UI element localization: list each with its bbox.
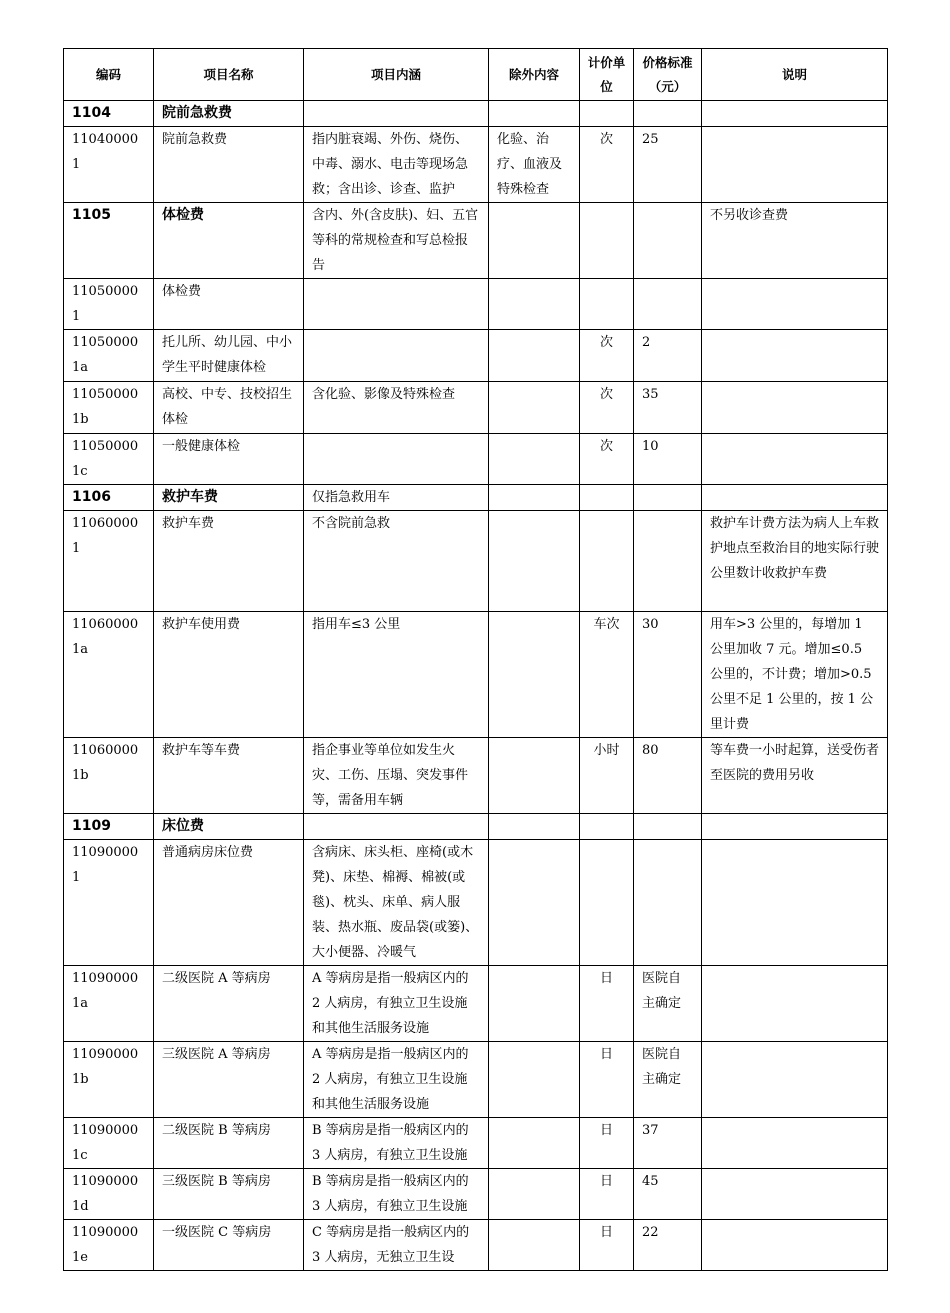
code-cell: 110900001e xyxy=(64,1220,154,1271)
name-cell: 体检费 xyxy=(154,203,304,279)
price-cell: 22 xyxy=(634,1220,702,1271)
exclusions-cell: 化验、治疗、血液及特殊检查 xyxy=(489,127,580,203)
content-cell xyxy=(304,814,489,840)
exclusions-cell xyxy=(489,1042,580,1118)
code-cell: 110900001 xyxy=(64,840,154,966)
unit-cell: 次 xyxy=(580,434,634,485)
name-cell: 一般健康体检 xyxy=(154,434,304,485)
section-row xyxy=(64,203,888,279)
content-cell: 含化验、影像及特殊检查 xyxy=(304,382,489,434)
price-cell xyxy=(634,814,702,840)
exclusions-cell xyxy=(489,738,580,814)
price-cell xyxy=(634,840,702,966)
price-cell xyxy=(634,279,702,330)
content-cell: 仅指急救用车 xyxy=(304,485,489,511)
code-cell: 1109 xyxy=(64,814,154,840)
code-cell: 110400001 xyxy=(64,127,154,203)
price-cell xyxy=(634,101,702,127)
exclusions-cell xyxy=(489,279,580,330)
price-cell: 医院自主确定 xyxy=(634,966,702,1042)
content-cell: 不含院前急救 xyxy=(304,511,489,612)
note-cell xyxy=(702,434,888,485)
name-cell: 救护车等车费 xyxy=(154,738,304,814)
note-cell xyxy=(702,330,888,382)
unit-cell xyxy=(580,101,634,127)
unit-cell xyxy=(580,203,634,279)
exclusions-cell xyxy=(489,101,580,127)
code-cell: 110600001b xyxy=(64,738,154,814)
section-row xyxy=(64,814,888,840)
content-cell xyxy=(304,434,489,485)
note-cell xyxy=(702,279,888,330)
price-cell: 25 xyxy=(634,127,702,203)
name-cell: 普通病房床位费 xyxy=(154,840,304,966)
content-cell: 指内脏衰竭、外伤、烧伤、中毒、溺水、电击等现场急救；含出诊、诊查、监护 xyxy=(304,127,489,203)
code-cell: 110500001c xyxy=(64,434,154,485)
unit-cell: 次 xyxy=(580,382,634,434)
unit-cell: 日 xyxy=(580,1169,634,1220)
unit-cell xyxy=(580,279,634,330)
note-cell xyxy=(702,1220,888,1271)
price-cell: 37 xyxy=(634,1118,702,1169)
content-cell: 指用车≤3 公里 xyxy=(304,612,489,738)
note-cell xyxy=(702,485,888,511)
code-cell: 110900001c xyxy=(64,1118,154,1169)
code-cell: 110500001 xyxy=(64,279,154,330)
code-cell: 110500001a xyxy=(64,330,154,382)
name-cell: 救护车使用费 xyxy=(154,612,304,738)
exclusions-cell xyxy=(489,966,580,1042)
note-cell: 等车费一小时起算，送受伤者至医院的费用另收 xyxy=(702,738,888,814)
note-cell xyxy=(702,966,888,1042)
exclusions-cell xyxy=(489,485,580,511)
exclusions-cell xyxy=(489,612,580,738)
unit-cell: 日 xyxy=(580,966,634,1042)
table-row xyxy=(64,1042,888,1118)
note-cell xyxy=(702,127,888,203)
price-cell: 2 xyxy=(634,330,702,382)
content-cell: A 等病房是指一般病区内的 2 人病房，有独立卫生设施和其他生活服务设施 xyxy=(304,1042,489,1118)
price-cell: 30 xyxy=(634,612,702,738)
note-cell xyxy=(702,1169,888,1220)
header-code: 编码 xyxy=(64,49,154,101)
exclusions-cell xyxy=(489,1220,580,1271)
content-cell: A 等病房是指一般病区内的 2 人病房，有独立卫生设施和其他生活服务设施 xyxy=(304,966,489,1042)
note-cell xyxy=(702,1118,888,1169)
code-cell: 1105 xyxy=(64,203,154,279)
name-cell: 二级医院 B 等病房 xyxy=(154,1118,304,1169)
table-row xyxy=(64,840,888,966)
header-note: 说明 xyxy=(702,49,888,101)
exclusions-cell xyxy=(489,814,580,840)
content-cell xyxy=(304,101,489,127)
header-name: 项目名称 xyxy=(154,49,304,101)
note-cell xyxy=(702,814,888,840)
header-price: 价格标准（元） xyxy=(634,49,702,101)
exclusions-cell xyxy=(489,382,580,434)
price-cell: 10 xyxy=(634,434,702,485)
exclusions-cell xyxy=(489,434,580,485)
section-row xyxy=(64,485,888,511)
price-cell: 80 xyxy=(634,738,702,814)
code-cell: 110600001 xyxy=(64,511,154,612)
header-content: 项目内涵 xyxy=(304,49,489,101)
content-cell: 指企事业等单位如发生火灾、工伤、压塌、突发事件等，需备用车辆 xyxy=(304,738,489,814)
exclusions-cell xyxy=(489,511,580,612)
name-cell: 救护车费 xyxy=(154,485,304,511)
name-cell: 托儿所、幼儿园、中小学生平时健康体检 xyxy=(154,330,304,382)
section-row xyxy=(64,101,888,127)
code-cell: 1104 xyxy=(64,101,154,127)
note-cell: 救护车计费方法为病人上车救护地点至救治目的地实际行驶公里数计收救护车费 xyxy=(702,511,888,612)
name-cell: 体检费 xyxy=(154,279,304,330)
table-row xyxy=(64,612,888,738)
price-cell: 医院自主确定 xyxy=(634,1042,702,1118)
price-cell: 45 xyxy=(634,1169,702,1220)
price-cell xyxy=(634,485,702,511)
content-cell: B 等病房是指一般病区内的 3 人病房，有独立卫生设施 xyxy=(304,1118,489,1169)
code-cell: 110600001a xyxy=(64,612,154,738)
note-cell: 不另收诊查费 xyxy=(702,203,888,279)
table-row xyxy=(64,511,888,612)
table-row xyxy=(64,330,888,382)
exclusions-cell xyxy=(489,203,580,279)
table-row xyxy=(64,382,888,434)
unit-cell: 日 xyxy=(580,1042,634,1118)
unit-cell: 车次 xyxy=(580,612,634,738)
unit-cell xyxy=(580,511,634,612)
content-cell xyxy=(304,279,489,330)
note-cell: 用车>3 公里的，每增加 1 公里加收 7 元。增加≤0.5 公里的，不计费；增加>0.5 公里不足 1 公里的，按 1 公里计费 xyxy=(702,612,888,738)
code-cell: 110500001b xyxy=(64,382,154,434)
unit-cell: 日 xyxy=(580,1118,634,1169)
content-cell: 含内、外(含皮肤)、妇、五官等科的常规检查和写总检报告 xyxy=(304,203,489,279)
table-row xyxy=(64,279,888,330)
table-row xyxy=(64,966,888,1042)
name-cell: 高校、中专、技校招生体检 xyxy=(154,382,304,434)
exclusions-cell xyxy=(489,330,580,382)
name-cell: 三级医院 A 等病房 xyxy=(154,1042,304,1118)
price-table xyxy=(63,48,888,1271)
header-exclusions: 除外内容 xyxy=(489,49,580,101)
exclusions-cell xyxy=(489,840,580,966)
exclusions-cell xyxy=(489,1169,580,1220)
code-cell: 1106 xyxy=(64,485,154,511)
name-cell: 院前急救费 xyxy=(154,127,304,203)
price-cell xyxy=(634,511,702,612)
unit-cell: 日 xyxy=(580,1220,634,1271)
name-cell: 床位费 xyxy=(154,814,304,840)
table-row xyxy=(64,434,888,485)
table-row xyxy=(64,738,888,814)
note-cell xyxy=(702,382,888,434)
unit-cell xyxy=(580,814,634,840)
table-row xyxy=(64,1118,888,1169)
table-row xyxy=(64,1220,888,1271)
code-cell: 110900001a xyxy=(64,966,154,1042)
unit-cell: 次 xyxy=(580,127,634,203)
unit-cell xyxy=(580,485,634,511)
name-cell: 三级医院 B 等病房 xyxy=(154,1169,304,1220)
exclusions-cell xyxy=(489,1118,580,1169)
table-body xyxy=(64,101,888,1271)
name-cell: 院前急救费 xyxy=(154,101,304,127)
name-cell: 一级医院 C 等病房 xyxy=(154,1220,304,1271)
code-cell: 110900001b xyxy=(64,1042,154,1118)
content-cell: B 等病房是指一般病区内的 3 人病房，有独立卫生设施 xyxy=(304,1169,489,1220)
code-cell: 110900001d xyxy=(64,1169,154,1220)
note-cell xyxy=(702,101,888,127)
table-header-row xyxy=(64,49,888,101)
header-unit: 计价单位 xyxy=(580,49,634,101)
content-cell xyxy=(304,330,489,382)
name-cell: 二级医院 A 等病房 xyxy=(154,966,304,1042)
price-cell xyxy=(634,203,702,279)
unit-cell: 小时 xyxy=(580,738,634,814)
content-cell: C 等病房是指一般病区内的 3 人病房，无独立卫生设 xyxy=(304,1220,489,1271)
name-cell: 救护车费 xyxy=(154,511,304,612)
table-row xyxy=(64,127,888,203)
note-cell xyxy=(702,1042,888,1118)
price-cell: 35 xyxy=(634,382,702,434)
content-cell: 含病床、床头柜、座椅(或木凳)、床垫、棉褥、棉被(或毯)、枕头、床单、病人服装、热水瓶、废品袋(或篓)、大小便器、冷暖气 xyxy=(304,840,489,966)
unit-cell xyxy=(580,840,634,966)
note-cell xyxy=(702,840,888,966)
table-row xyxy=(64,1169,888,1220)
unit-cell: 次 xyxy=(580,330,634,382)
